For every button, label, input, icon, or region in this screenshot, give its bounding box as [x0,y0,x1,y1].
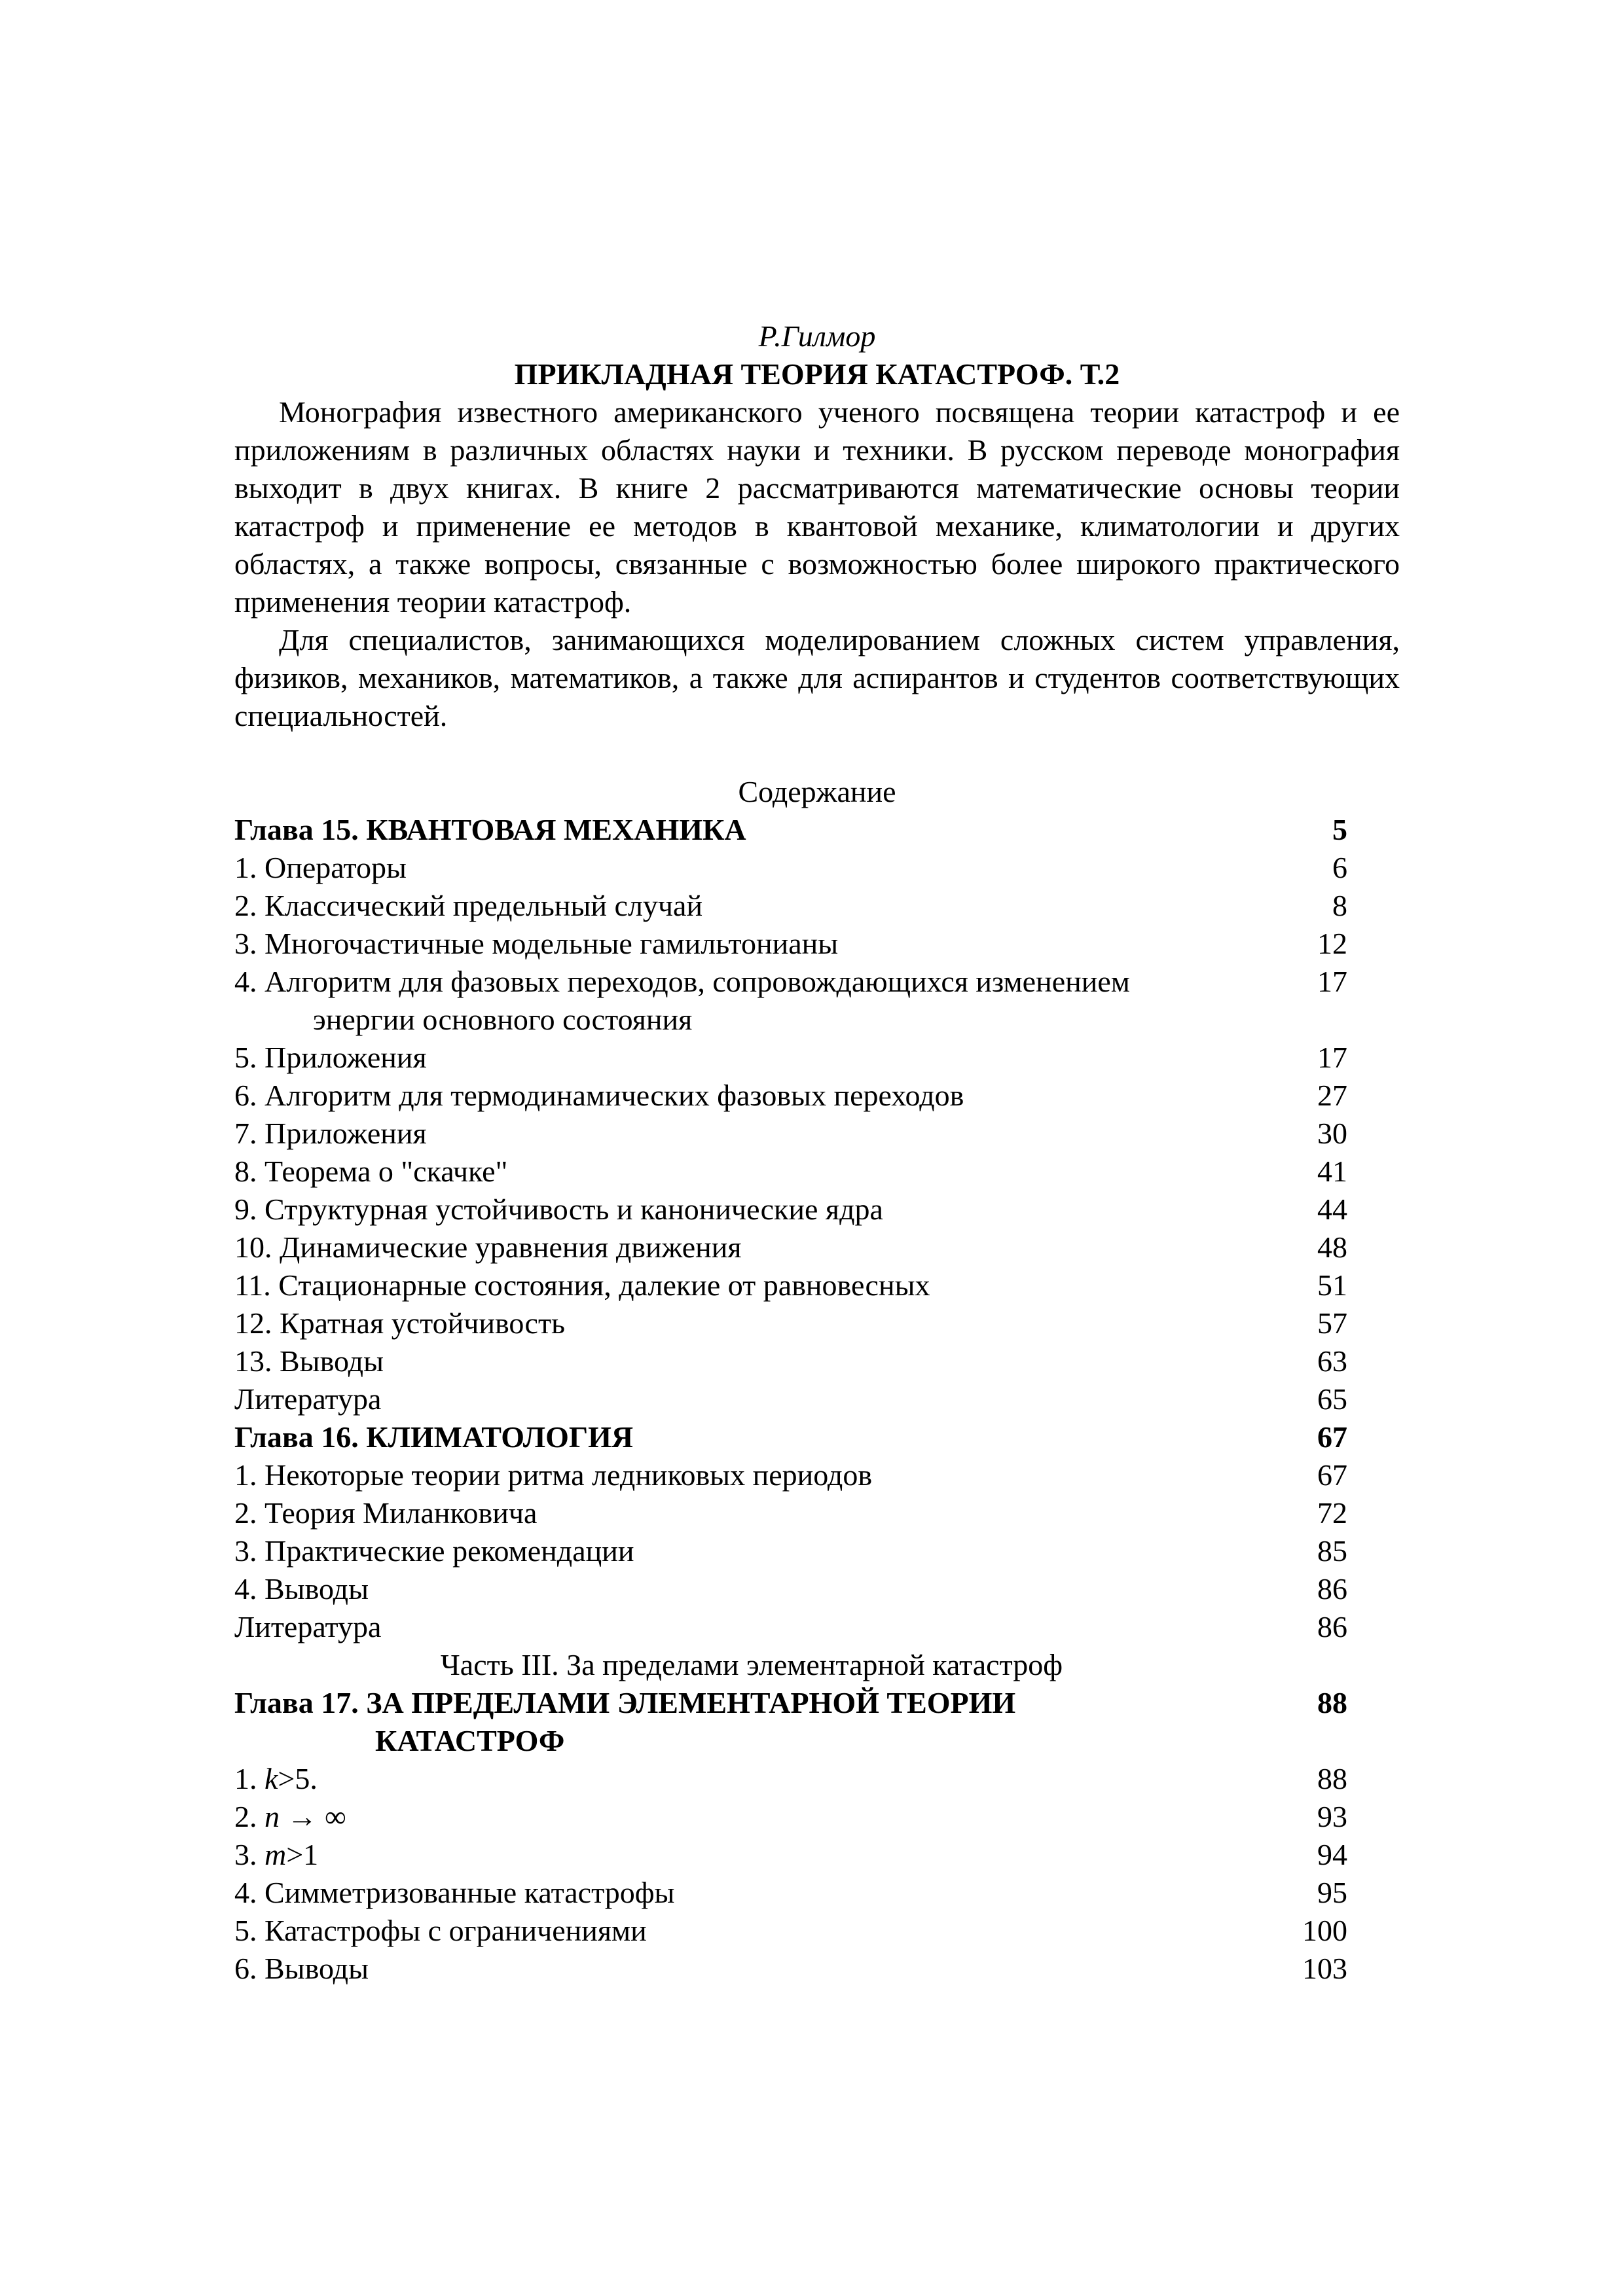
toc-page-number: 88 [1317,1686,1347,1719]
toc-entry-title: 2. Теория Миланковича [234,1496,538,1530]
toc-entry-title: 10. Динамические уравнения движения [234,1230,742,1264]
toc-entry-math: >1 [286,1838,319,1871]
toc-entry [234,1077,1354,1115]
toc-page-number: 5 [1332,813,1347,846]
toc-page-number: 67 [1317,1420,1347,1454]
toc-entry [234,963,1354,1039]
toc-entry [234,1342,1354,1380]
toc-page-number: 85 [1317,1534,1347,1568]
toc-page-number: 41 [1317,1155,1347,1188]
toc-entry [234,1153,1354,1191]
toc-entry-title: 7. Приложения [234,1117,427,1150]
toc-entry [234,887,1354,925]
toc-page-number: 86 [1317,1572,1347,1605]
document-page [234,317,1400,1988]
toc-entry-title-line-2: энергии основного состояния [313,1003,693,1036]
toc-entry-title: 9. Структурная устойчивость и канонические ядра [234,1193,883,1226]
toc-entry [234,849,1354,887]
toc-page-number: 67 [1317,1458,1347,1492]
toc-entry-title: 11. Стационарные состояния, далекие от равновесных [234,1268,930,1302]
toc-chapter-17 [234,1684,1354,1760]
toc-entry [234,1836,1354,1874]
toc-entry [234,1456,1354,1494]
toc-entry [234,1115,1354,1153]
toc-page-number: 27 [1317,1079,1347,1112]
toc-entry [234,1039,1354,1077]
toc-entry [234,925,1354,963]
toc-heading: Содержание [738,775,896,808]
toc-entry [234,1874,1354,1912]
math-variable: m [264,1838,287,1871]
toc-page-number: 17 [1317,1041,1347,1074]
toc-entry-title: Литература [234,1382,382,1416]
toc-chapter-title: Глава 15. КВАНТОВАЯ МЕХАНИКА [234,813,746,846]
toc-entry-title: 3. Многочастичные модельные гамильтонианы [234,927,839,960]
toc-entry-title [234,1836,1275,1874]
abstract-paragraph-2: Для специалистов, занимающихся моделированием сложных систем управления, физиков, механиков, математиков, а также для аспирантов и студентов соответствующих специальностей. [234,623,1400,732]
toc-page-number: 93 [1317,1800,1347,1833]
toc-page-number: 95 [1317,1876,1347,1909]
toc-entry-math: → ∞ [280,1800,346,1833]
toc-entry [234,1229,1354,1266]
toc-entry [234,1912,1354,1950]
toc-entry [234,1266,1354,1304]
author: Р.Гилмор [758,319,876,353]
toc-page-number: 44 [1317,1193,1347,1226]
toc-entry-math: >5. [278,1762,318,1795]
math-variable: k [264,1762,278,1795]
abstract-paragraph-1: Монография известного американского ученого посвящена теории катастроф и ее приложениям в различных областях науки и техники. В русском переводе монография выходит в двух книгах. В книге 2 рассматриваются математические основы теории катастроф и применение ее методов в квантовой механике, климатологии и других областях, а также вопросы, связанные с возможностью более широкого практического применения теории катастроф. [234,395,1400,619]
toc-page-number: 48 [1317,1230,1347,1264]
toc-entry-title [234,1798,1275,1836]
toc-page-number: 103 [1302,1952,1347,1985]
toc-entry-title: 1. Операторы [234,851,407,884]
toc-entry [234,1191,1354,1229]
toc-entry [234,1570,1354,1608]
math-variable: n [264,1800,280,1833]
toc-entry-title: 12. Кратная устойчивость [234,1306,566,1340]
toc-chapter-title-line-1: Глава 17. ЗА ПРЕДЕЛАМИ ЭЛЕМЕНТАРНОЙ ТЕОРИИ [234,1686,1016,1719]
toc-entry-title: 5. Приложения [234,1041,427,1074]
toc-chapter-16 [234,1418,1354,1456]
toc-chapter-title: Глава 16. КЛИМАТОЛОГИЯ [234,1420,634,1454]
toc-page-number: 17 [1317,965,1347,998]
toc-entry-title: Литература [234,1610,382,1643]
toc-chapter-title [234,1684,1275,1760]
toc-entry-title [234,963,1275,1039]
toc-page-number: 57 [1317,1306,1347,1340]
toc-entry-title: 2. Классический предельный случай [234,889,703,922]
toc-entry [234,1532,1354,1570]
toc-entry-title: 6. Выводы [234,1952,369,1985]
toc-entry [234,1798,1354,1836]
toc-chapter-15 [234,811,1354,849]
toc-entry-number: 1. [234,1762,264,1795]
toc-page-number: 94 [1317,1838,1347,1871]
toc-entry-title [234,1760,1275,1798]
toc-entry [234,1760,1354,1798]
toc-page-number: 86 [1317,1610,1347,1643]
toc-page-number: 65 [1317,1382,1347,1416]
toc-page-number: 12 [1317,927,1347,960]
book-title: ПРИКЛАДНАЯ ТЕОРИЯ КАТАСТРОФ. Т.2 [514,357,1120,391]
toc-page-number: 88 [1317,1762,1347,1795]
toc-entry-title: 3. Практические рекомендации [234,1534,634,1568]
toc-entry-title: 6. Алгоритм для термодинамических фазовых переходов [234,1079,964,1112]
toc-page-number: 30 [1317,1117,1347,1150]
toc-entry-title: 13. Выводы [234,1344,384,1378]
toc-entry [234,1608,1354,1646]
toc-page-number: 63 [1317,1344,1347,1378]
toc-entry [234,1494,1354,1532]
toc-entry-title: 5. Катастрофы с ограничениями [234,1914,647,1947]
toc-entry-title: 4. Выводы [234,1572,369,1605]
toc-entry-number: 3. [234,1838,264,1871]
toc-entry-title: 4. Симметризованные катастрофы [234,1876,675,1909]
toc-entry [234,1950,1354,1988]
toc-page-number: 51 [1317,1268,1347,1302]
table-of-contents [234,811,1354,1988]
toc-entry-title: 1. Некоторые теории ритма ледниковых периодов [234,1458,873,1492]
toc-entry-title-line-1: 4. Алгоритм для фазовых переходов, сопровождающихся изменением [234,965,1130,998]
toc-page-number: 72 [1317,1496,1347,1530]
toc-entry-number: 2. [234,1800,264,1833]
toc-part-heading: Часть III. За пределами элементарной катастроф [440,1648,1063,1681]
toc-entry-title: 8. Теорема о "скачке" [234,1155,508,1188]
toc-page-number: 8 [1332,889,1347,922]
toc-page-number: 100 [1302,1914,1347,1947]
toc-chapter-title-line-2: КАТАСТРОФ [375,1724,565,1757]
toc-entry [234,1380,1354,1418]
toc-entry [234,1304,1354,1342]
toc-page-number: 6 [1332,851,1347,884]
